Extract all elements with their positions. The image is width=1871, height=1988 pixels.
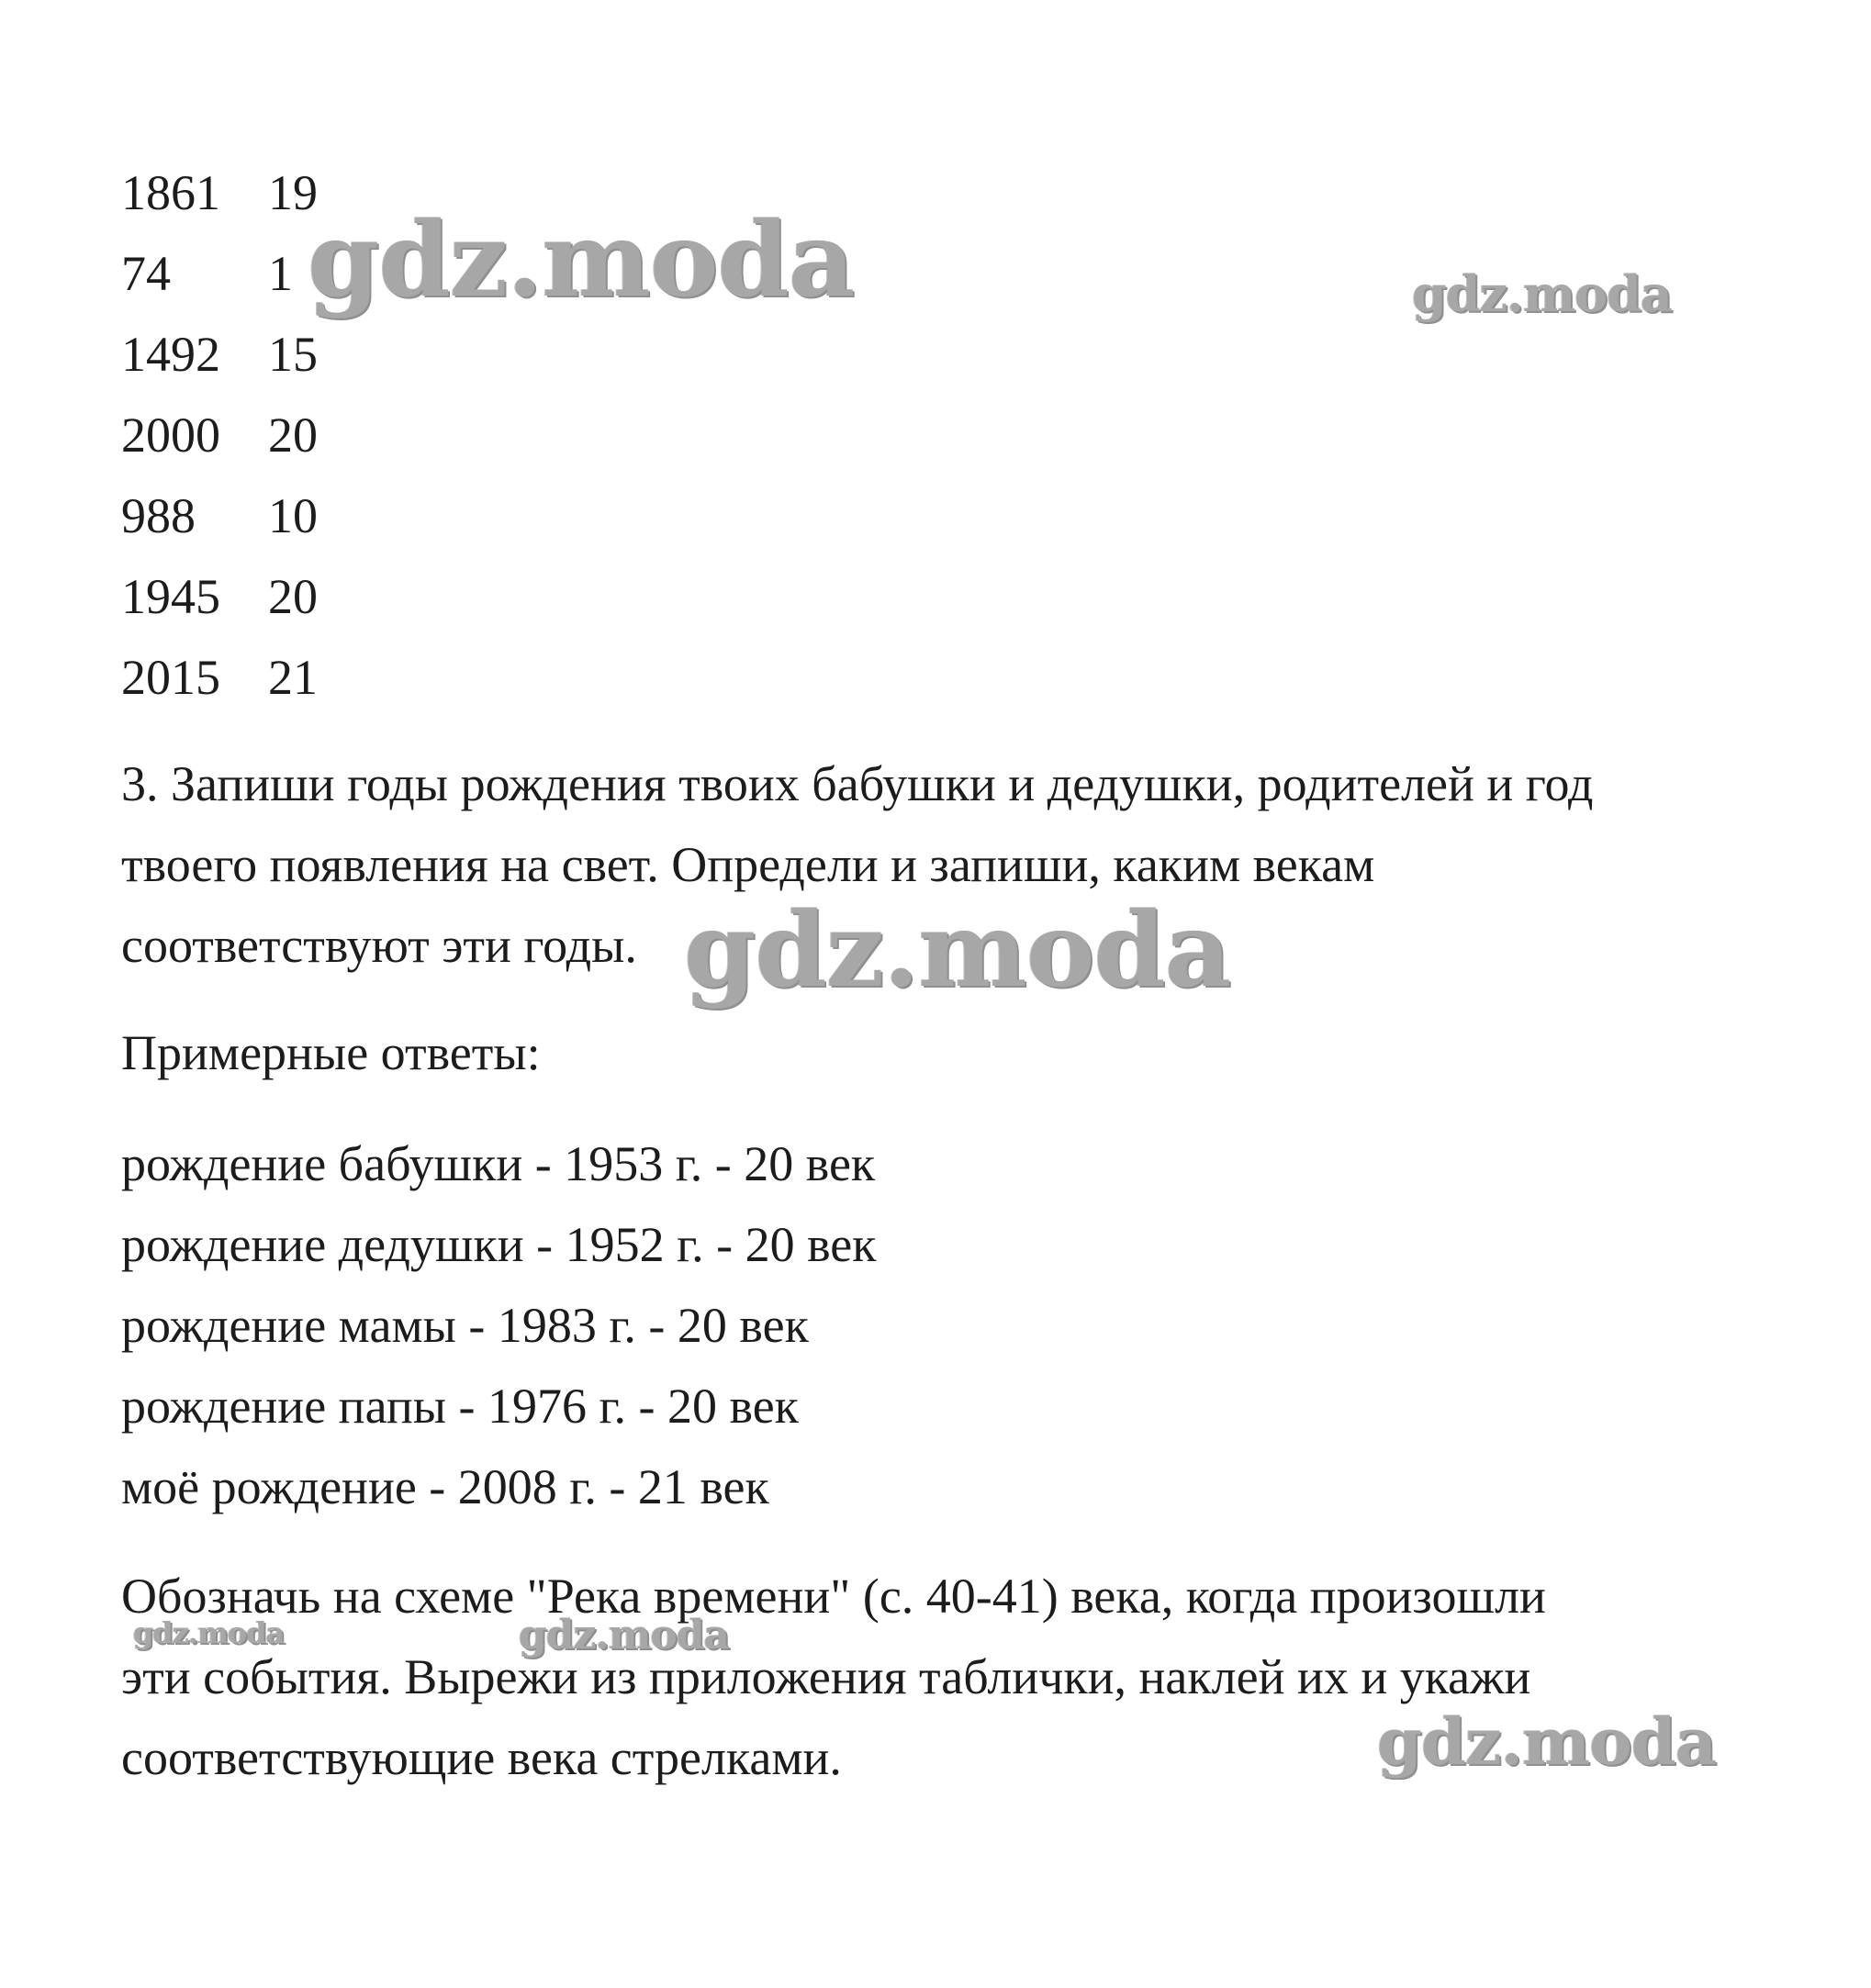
answer-line: рождение дедушки - 1952 г. - 20 век — [121, 1217, 877, 1272]
century-value: 21 — [268, 650, 318, 705]
year-value: 1492 — [121, 327, 220, 382]
century-value: 19 — [268, 165, 318, 220]
century-value: 15 — [268, 327, 318, 382]
task3-text-line: твоего появления на свет. Определи и запиши, каким векам — [121, 837, 1375, 892]
year-value: 988 — [121, 488, 196, 543]
answers-heading: Примерные ответы: — [121, 1025, 541, 1080]
watermark: gdz.moda — [133, 1615, 285, 1650]
year-row — [121, 165, 318, 220]
watermark: gdz.moda — [1377, 1703, 1717, 1780]
answer-line: моё рождение - 2008 г. - 21 век — [121, 1459, 769, 1514]
century-value: 20 — [268, 408, 318, 463]
year-row — [121, 650, 318, 705]
year-row — [121, 327, 318, 382]
scheme-task-text-line: эти события. Вырежи из приложения таблички, наклей их и укажи — [121, 1649, 1531, 1704]
century-value: 20 — [268, 569, 318, 624]
scheme-task-text-line: соответствующие века стрелками. — [121, 1730, 842, 1785]
year-value: 1945 — [121, 569, 220, 624]
answer-line: рождение папы - 1976 г. - 20 век — [121, 1379, 799, 1434]
answer-line: рождение мамы - 1983 г. - 20 век — [121, 1298, 809, 1353]
year-value: 2015 — [121, 650, 220, 705]
year-value: 2000 — [121, 408, 220, 463]
century-value: 1 — [268, 246, 293, 301]
year-row — [121, 246, 293, 301]
year-value: 1861 — [121, 165, 220, 220]
watermark: gdz.moda — [308, 200, 855, 320]
watermark: gdz.moda — [519, 1612, 730, 1659]
task3-text-line: 3. Запиши годы рождения твоих бабушки и дедушки, родителей и год — [121, 756, 1594, 811]
answer-line: рождение бабушки - 1953 г. - 20 век — [121, 1136, 876, 1191]
scheme-task-text-line: Обозначь на схеме "Река времени" (с. 40-41) века, когда произошли — [121, 1569, 1546, 1624]
year-value: 74 — [121, 246, 171, 301]
year-row — [121, 488, 318, 543]
watermark: gdz.moda — [684, 890, 1231, 1011]
watermark: gdz.moda — [1412, 264, 1672, 323]
year-row — [121, 408, 318, 463]
task3-text-line: соответствуют эти годы. — [121, 918, 637, 973]
century-value: 10 — [268, 488, 318, 543]
year-row — [121, 569, 318, 624]
